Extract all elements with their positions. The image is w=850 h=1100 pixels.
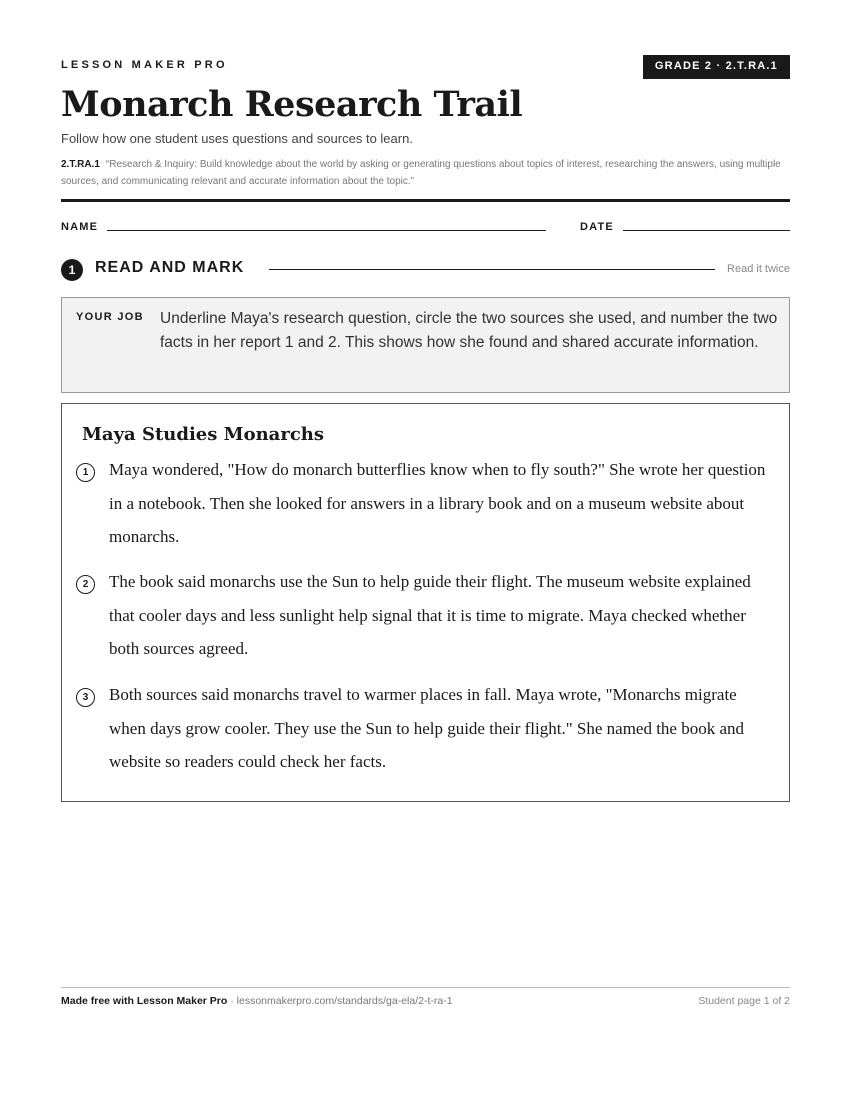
footer-url[interactable]: · lessonmakerpro.com/standards/ga-ela/2-t-ra-1 <box>227 995 453 1007</box>
paragraph-text: Maya wondered, "How do monarch butterflies know when to fly south?" She wrote her question in a notebook. Then she looked for answers in a library book and on a museum website about monarchs. <box>109 460 766 546</box>
paragraph-text: Both sources said monarchs travel to warmer places in fall. Maya wrote, "Monarchs migrate when days grow cooler. They use the Sun to help guide their flight." She named the book and website so readers could check her facts. <box>109 685 745 771</box>
paragraph-number-icon: 1 <box>76 463 95 482</box>
standard-text: “Research & Inquiry: Build knowledge about the world by asking or generating questions about topics of interest, researching the answers, using multiple sources, and communicating relevant and accurate information about the topic.” <box>61 159 781 187</box>
header-divider <box>61 199 790 202</box>
grade-badge: GRADE 2 · 2.T.RA.1 <box>643 55 790 79</box>
page-title: Monarch Research Trail <box>61 84 523 125</box>
footer-page-number: Student page 1 of 2 <box>698 995 790 1007</box>
footer-made-with: Made free with Lesson Maker Pro <box>61 995 228 1007</box>
brand-name: LESSON MAKER PRO <box>61 59 228 71</box>
section-hint: Read it twice <box>727 263 790 275</box>
instructions-label: YOUR JOB <box>76 311 144 323</box>
standard-description <box>61 156 790 190</box>
paragraph-number-icon: 2 <box>76 575 95 594</box>
section-divider <box>269 269 715 270</box>
reading-passage <box>61 403 790 802</box>
page-subtitle: Follow how one student uses questions and sources to learn. <box>61 131 413 146</box>
passage-title: Maya Studies Monarchs <box>82 424 324 445</box>
standard-code: 2.T.RA.1 <box>61 159 100 170</box>
date-label: DATE <box>580 221 614 233</box>
paragraph-number-icon: 3 <box>76 688 95 707</box>
section-title: READ AND MARK <box>95 259 245 276</box>
instructions-box <box>61 297 790 393</box>
paragraph-text: The book said monarchs use the Sun to help guide their flight. The museum website explained that cooler days and less sunlight help signal that it is time to migrate. Maya checked whether both sources agreed. <box>109 572 751 658</box>
footer-credit <box>61 995 453 1007</box>
footer-divider <box>61 987 790 988</box>
name-label: NAME <box>61 221 99 233</box>
date-field[interactable] <box>623 230 790 231</box>
instructions-text: Underline Maya's research question, circle the two sources she used, and number the two facts in her report 1 and 2. This shows how she found and shared accurate information. <box>160 310 778 351</box>
section-number-badge: 1 <box>61 259 83 281</box>
name-field[interactable] <box>107 230 546 231</box>
